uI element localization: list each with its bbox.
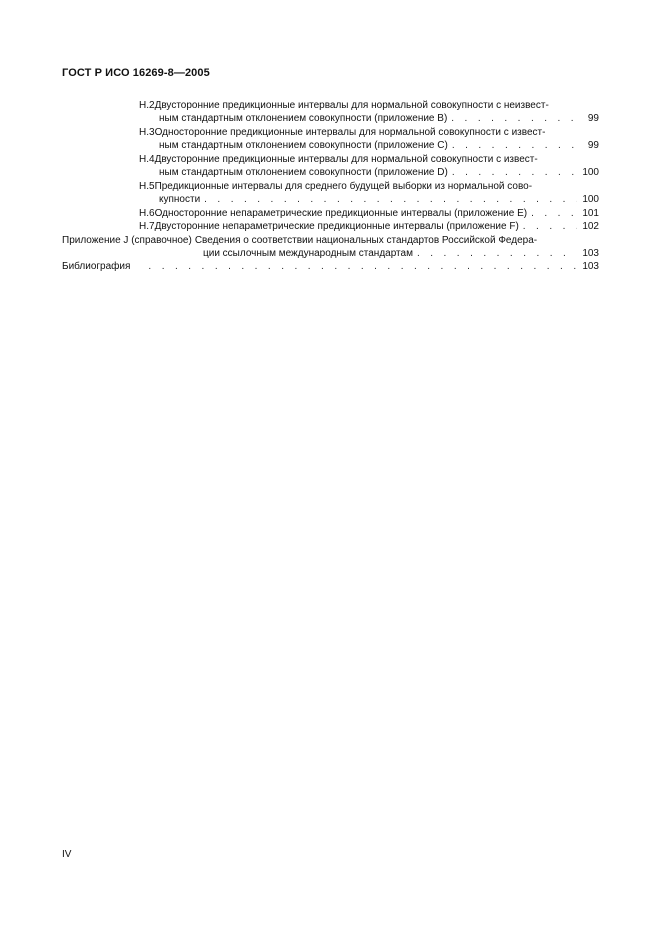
toc-entry-title: Односторонние непараметрические предикционные интервалы (приложение Е) <box>154 208 528 219</box>
toc-entry-h2-line2 <box>159 112 577 125</box>
toc-dot-leader <box>413 247 577 260</box>
toc-dot-leader <box>447 112 577 125</box>
toc-entry-title-cont: ным стандартным отклонением совокупности (приложение В) <box>159 113 448 124</box>
toc-entry-number: Н.4 <box>139 154 155 165</box>
toc-entry-title: Двусторонние непараметрические предикционные интервалы (приложение F) <box>154 221 519 232</box>
toc-page-number: 99 <box>587 140 599 151</box>
toc-entry-title-cont: купности <box>159 194 201 205</box>
toc-entry-h5-line1 <box>139 180 532 193</box>
toc-dot-leader <box>448 166 577 179</box>
toc-entry-h3-line1 <box>139 126 545 139</box>
toc-page-number: 102 <box>582 221 599 232</box>
toc-page-number: 99 <box>587 113 599 124</box>
toc-entry-bibliography <box>62 260 577 273</box>
toc-entry-number: Н.2 <box>139 100 155 111</box>
toc-entry-h7 <box>139 220 577 233</box>
toc-entry-number: Н.5 <box>139 181 155 192</box>
toc-page-number: 100 <box>582 167 599 178</box>
toc-entry-title-cont: ции ссылочным международным стандартам <box>203 248 413 259</box>
page-footer-number: IV <box>62 849 72 860</box>
toc-dot-leader <box>130 260 577 273</box>
toc-dot-leader <box>527 207 577 220</box>
toc-entry-title-cont: ным стандартным отклонением совокупности (приложение D) <box>159 167 448 178</box>
toc-page-number: 101 <box>582 208 599 219</box>
toc-entry-title: Предикционные интервалы для среднего будущей выборки из нормальной сово- <box>154 181 533 192</box>
toc-page-number: 103 <box>582 261 599 272</box>
toc-page-number: 103 <box>582 248 599 259</box>
toc-dot-leader <box>200 193 577 206</box>
toc-entry-title: Сведения о соответствии национальных стандартов Российской Федера- <box>194 235 538 246</box>
toc-entry-title: Двусторонние предикционные интервалы для нормальной совокупности с неизвест- <box>154 100 549 111</box>
toc-entry-number: Н.6 <box>139 208 155 219</box>
toc-entry-title: Односторонние предикционные интервалы для нормальной совокупности с извест- <box>154 127 546 138</box>
toc-entry-h2-line1 <box>139 99 549 112</box>
toc-page-number: 100 <box>582 194 599 205</box>
toc-entry-number: Н.3 <box>139 127 155 138</box>
toc-dot-leader <box>448 139 577 152</box>
document-header: ГОСТ Р ИСО 16269-8—2005 <box>62 67 210 79</box>
toc-entry-h5-line2 <box>159 193 577 206</box>
toc-entry-appendix-j-line1 <box>62 234 537 247</box>
table-of-contents <box>0 0 661 300</box>
toc-entry-title: Двусторонние предикционные интервалы для нормальной совокупности с извест- <box>154 154 538 165</box>
toc-entry-title-cont: ным стандартным отклонением совокупности (приложение С) <box>159 140 448 151</box>
toc-appendix-label: Приложение J (справочное) <box>62 235 192 246</box>
toc-bibliography-label: Библиография <box>62 261 131 272</box>
toc-entry-number: Н.7 <box>139 221 155 232</box>
toc-entry-appendix-j-line2 <box>203 247 577 260</box>
toc-entry-h4-line2 <box>159 166 577 179</box>
toc-entry-h6 <box>139 207 577 220</box>
toc-dot-leader <box>519 220 577 233</box>
toc-entry-h4-line1 <box>139 153 538 166</box>
toc-entry-h3-line2 <box>159 139 577 152</box>
